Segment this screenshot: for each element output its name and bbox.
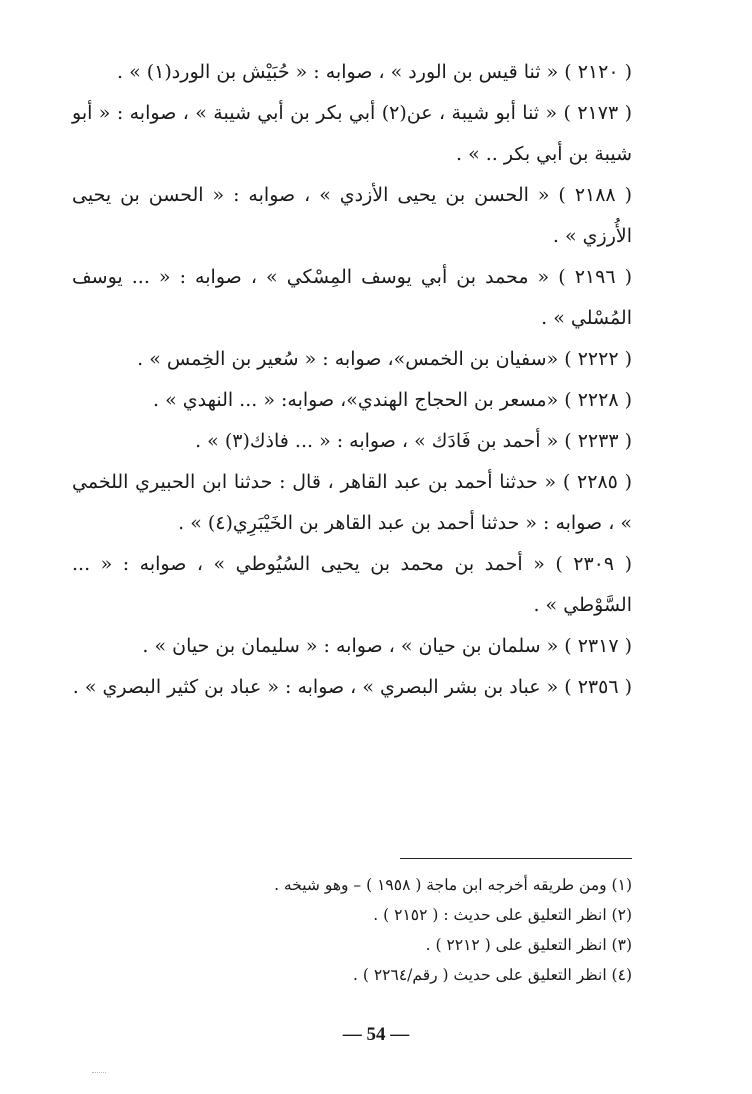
footnote-2: (٢) انظر التعليق على حديث : ( ٢١٥٢ ) .: [373, 906, 632, 924]
entry-2173: ( ٢١٧٣ ) « ثنا أبو شيبة ، عن(٢) أبي بكر بن أبي شيبة » ، صوابه : « أبو شيبة بن أبي بكر .. » .: [72, 102, 632, 165]
entry-2222: ( ٢٢٢٢ ) «سفيان بن الخمس»، صوابه : « سُعير بن الخِمس » .: [137, 348, 632, 370]
page-number: — 54 —: [342, 1024, 410, 1045]
scan-speck: [92, 1072, 106, 1075]
entry-2233: ( ٢٢٣٣ ) « أحمد بن فَادَك » ، صوابه : « ... فاذك(٣) » .: [195, 430, 632, 452]
entry-2196: ( ٢١٩٦ ) « محمد بن أبي يوسف المِسْكي » ، صوابه : « ... يوسف المُسْلي » .: [72, 266, 633, 329]
entry-2356: ( ٢٣٥٦ ) « عباد بن بشر البصري » ، صوابه : « عباد بن كثير البصري » .: [72, 676, 632, 698]
entry-2309: ( ٢٣٠٩ ) « أحمد بن محمد بن يحيى السُيُوطي » ، صوابه : « ... السَّوْطي » .: [72, 553, 632, 616]
entry-2285: ( ٢٢٨٥ ) « حدثنا أحمد بن عبد القاهر ، قال : حدثنا ابن الحبيري اللخمي » ، صوابه : « حدثنا أحمد بن عبد القاهر بن الخَيْبَرِي(٤) » .: [72, 471, 633, 534]
footnote-1: (١) ومن طريقه أخرجه ابن ماجة ( ١٩٥٨ ) – وهو شيخه .: [274, 876, 632, 894]
main-text: [72, 52, 632, 708]
entry-2228: ( ٢٢٢٨ ) «مسعر بن الحجاج الهندي»، صوابه: « ... النهدي » .: [152, 389, 632, 411]
entry-2317: ( ٢٣١٧ ) « سلمان بن حيان » ، صوابه : « سليمان بن حيان » .: [142, 635, 632, 657]
footnotes: [72, 870, 632, 990]
footnote-4: (٤) انظر التعليق على حديث ( رقم/٢٢٦٤ ) .: [353, 966, 632, 984]
entry-2120: ( ٢١٢٠ ) « ثنا قيس بن الورد » ، صوابه : « حُبَيْش بن الورد(١) » .: [117, 61, 632, 83]
footnote-divider: [400, 858, 632, 859]
footnote-3: (٣) انظر التعليق على ( ٢٢١٢ ) .: [425, 936, 632, 954]
entry-2188: ( ٢١٨٨ ) « الحسن بن يحيى الأزدي » ، صوابه : « الحسن بن يحيى الأُرزي » .: [72, 184, 633, 247]
